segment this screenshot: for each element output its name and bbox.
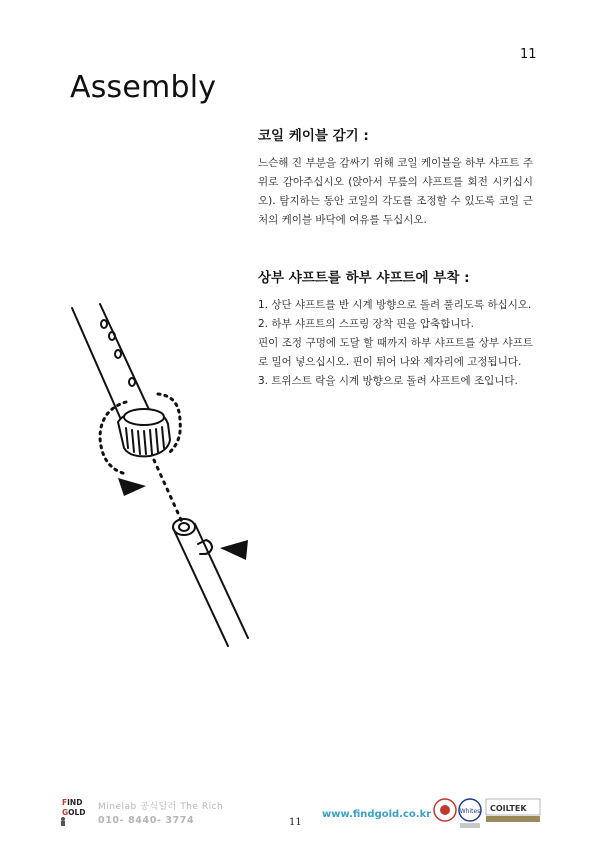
page-number-top: 11 bbox=[520, 47, 537, 62]
arrow-left-icon bbox=[118, 478, 146, 496]
paragraph: 핀이 조정 구멍에 도달 할 때까지 하부 샤프트를 상부 샤프트로 밀어 넣으십시오. 핀이 튀어 나와 제자리에 고정됩니다. bbox=[258, 337, 533, 368]
logo-text-line1: FIND bbox=[62, 798, 83, 807]
logo-text-line2: GOLD bbox=[62, 808, 86, 817]
guide-line bbox=[154, 460, 182, 522]
arrow-pin-icon bbox=[220, 540, 248, 560]
section-heading: 코일 케이블 감기 : bbox=[258, 128, 369, 144]
paragraph: 3. 트위스트 락을 시계 방향으로 돌려 샤프트에 조입니다. bbox=[258, 375, 518, 387]
svg-text:Whites: Whites bbox=[459, 808, 481, 815]
paragraph: 2. 하부 샤프트의 스프링 장착 핀을 압축합니다. bbox=[258, 318, 474, 330]
svg-text:COILTEK: COILTEK bbox=[490, 804, 527, 813]
paragraph: 느슨해 진 부분을 감싸기 위해 코일 케이블을 하부 샤프트 주위로 감아주십시오 (앉아서 무릎의 샤프트를 회전 시키십시오). 탐지하는 동안 코일의 각도를 조정할 수 있도록 코일 근처의 케이블 바닥에 여유를 두십시오. bbox=[258, 157, 533, 226]
footer-url-link[interactable]: www.findgold.co.kr bbox=[322, 809, 432, 820]
lower-shaft bbox=[173, 519, 248, 646]
section-coil-cable bbox=[258, 124, 533, 230]
footer-phone: 010- 8440- 3774 bbox=[98, 815, 195, 826]
brand-logos bbox=[432, 798, 542, 830]
section-body bbox=[258, 296, 533, 391]
upper-shaft bbox=[72, 304, 152, 422]
findgold-logo bbox=[58, 798, 94, 828]
miner-icon bbox=[58, 816, 68, 826]
coiltek-logo-icon bbox=[486, 799, 540, 822]
section-shaft-attach bbox=[258, 266, 533, 391]
shaft-assembly-illustration bbox=[60, 300, 260, 660]
section-heading: 상부 샤프트를 하부 샤프트에 부착 : bbox=[258, 270, 470, 286]
page-title: Assembly bbox=[70, 70, 217, 105]
minelab-logo-icon bbox=[434, 799, 456, 821]
footer-page-number: 11 bbox=[289, 817, 302, 828]
whites-logo-icon bbox=[459, 799, 481, 821]
section-body bbox=[258, 154, 533, 230]
footer-dealer: Minelab 공식딜러 The Rich bbox=[98, 802, 224, 812]
twist-lock bbox=[118, 409, 170, 456]
paragraph: 1. 상단 샤프트를 반 시계 방향으로 돌려 풀리도록 하십시오. bbox=[258, 299, 532, 311]
